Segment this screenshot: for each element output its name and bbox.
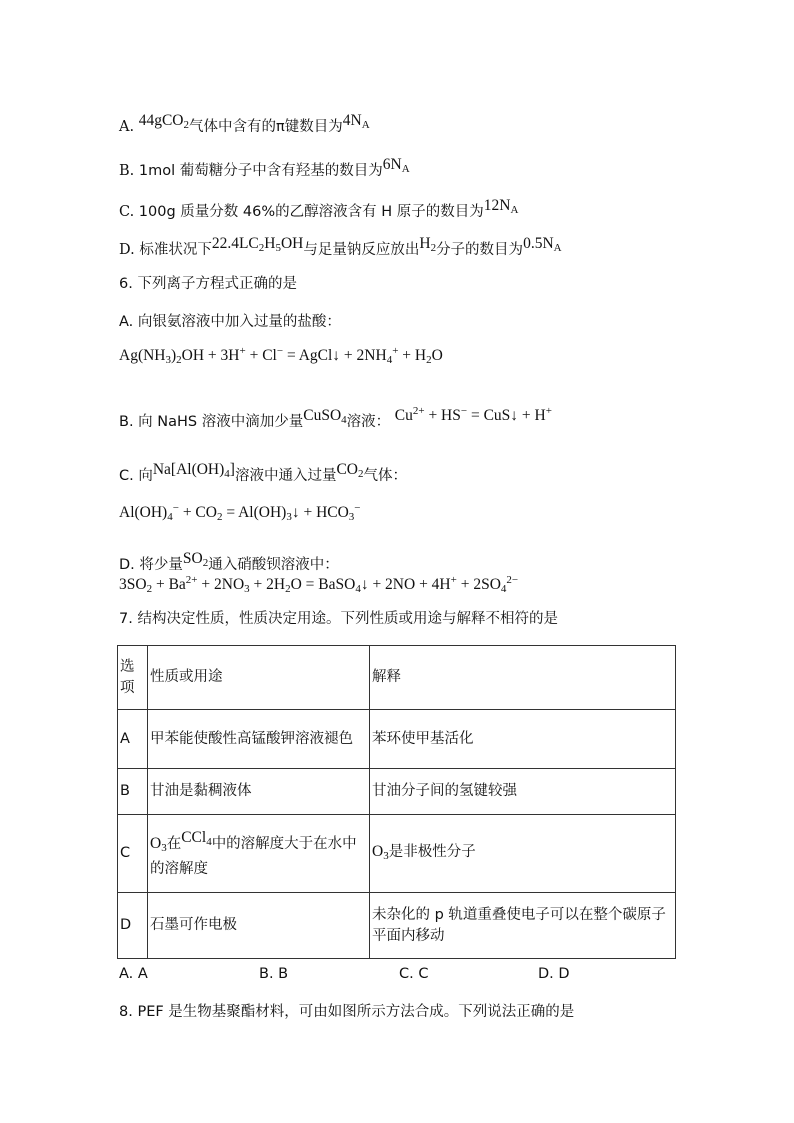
- table-row: [118, 893, 676, 959]
- q8-stem: 8. PEF 是生物基聚酯材料，可由如图所示方法合成。下列说法正确的是: [119, 1004, 575, 1020]
- formula-4na: $4N_A$: [342, 112, 370, 131]
- table-row: [118, 769, 676, 815]
- property-cell: 甲苯能使酸性高锰酸钾溶液褪色: [148, 710, 370, 769]
- q6-equation-a: $Ag(NH_3)_2OH + 3H^+ + Cl^-$ = AgCl↓ + $2NH_4^+ + H_2O$: [119, 345, 443, 366]
- explanation-cell: 苯环使甲基活化: [370, 710, 676, 769]
- choice-d: D. D: [538, 966, 570, 982]
- formula-05na: $0.5N_A$: [523, 235, 562, 254]
- explanation-cell: 甘油分子间的氢键较强: [370, 769, 676, 815]
- q7-stem: 7. 结构决定性质，性质决定用途。下列性质或用途与解释不相符的是: [119, 611, 558, 627]
- formula-44g-co2: 44gCO$_2$: [138, 112, 189, 131]
- option-label: C: [118, 815, 148, 893]
- option-label: B: [118, 769, 148, 815]
- q5-option-a: A. 44gCO$_2$气体中含有的π键数目为$4N_A$: [119, 112, 370, 135]
- q6-option-c: C. 向$Na[Al(OH)_4]$溶液中通入过量$CO_2$气体：: [119, 461, 408, 484]
- table-row: [118, 815, 676, 893]
- property-cell: 石墨可作电极: [148, 893, 370, 959]
- q6-equation-c: $Al(OH)_4^- + CO_2$ = $Al(OH)_3↓ + HCO_3^-$: [119, 502, 361, 523]
- choice-a: A. A: [119, 966, 148, 982]
- q6-option-d: D. 将少量$SO_2$通入硝酸钡溶液中：: [119, 550, 339, 573]
- table-header-row: [118, 646, 676, 710]
- formula-12na: $12N_A$: [483, 197, 519, 216]
- table-row: [118, 710, 676, 769]
- q6-stem: 6. 下列离子方程式正确的是: [119, 276, 297, 292]
- q6-option-b: B. 向 NaHS 溶液中滴加少量CuSO$_4$溶液： $Cu^{2+} + HS^-$ = CuS↓ + H+: [119, 405, 552, 430]
- header-property: 性质或用途: [148, 646, 370, 710]
- header-explanation: 解释: [370, 646, 676, 710]
- property-cell: $O_3$在CCl$_4$中的溶解度大于在水中的溶解度: [148, 815, 370, 893]
- formula-ethanol: $22.4LC_2H_5OH$: [211, 235, 304, 254]
- q7-table: [117, 645, 676, 959]
- q6-option-a: A. 向银氨溶液中加入过量的盐酸：: [119, 314, 341, 330]
- q5-option-c: C. 100g 质量分数 46%的乙醇溶液含有 H 原子的数目为$12N_A$: [119, 197, 519, 220]
- option-label: D: [118, 893, 148, 959]
- q5-option-d: D. 标准状况下$22.4LC_2H_5OH$与足量钠反应放出$H_2$分子的数目为$0.5N_A$: [119, 235, 562, 258]
- header-option: 选项: [118, 646, 148, 710]
- q6-equation-b: $Cu^{2+} + HS^-$ = CuS↓ + H+: [394, 405, 552, 424]
- q7-answer-choices: [119, 963, 679, 985]
- explanation-cell: 未杂化的 p 轨道重叠使电子可以在整个碳原子平面内移动: [370, 893, 676, 959]
- choice-c: C. C: [399, 966, 429, 982]
- q6-equation-d: $3SO_2 + Ba^{2+} + 2NO_3 + 2H_2O$ = BaSO$_4$↓ + $2NO + 4H^+ + 2SO_4^{2-}$: [119, 574, 519, 595]
- choice-b: B. B: [259, 966, 289, 982]
- property-cell: 甘油是黏稠液体: [148, 769, 370, 815]
- formula-h2: $H_2$: [419, 235, 437, 254]
- formula-6na: $6N_A$: [382, 156, 410, 175]
- q5-option-b: B. 1mol 葡萄糖分子中含有羟基的数目为$6N_A$: [119, 156, 410, 179]
- option-label: A: [118, 710, 148, 769]
- explanation-cell: $O_3$是非极性分子: [370, 815, 676, 893]
